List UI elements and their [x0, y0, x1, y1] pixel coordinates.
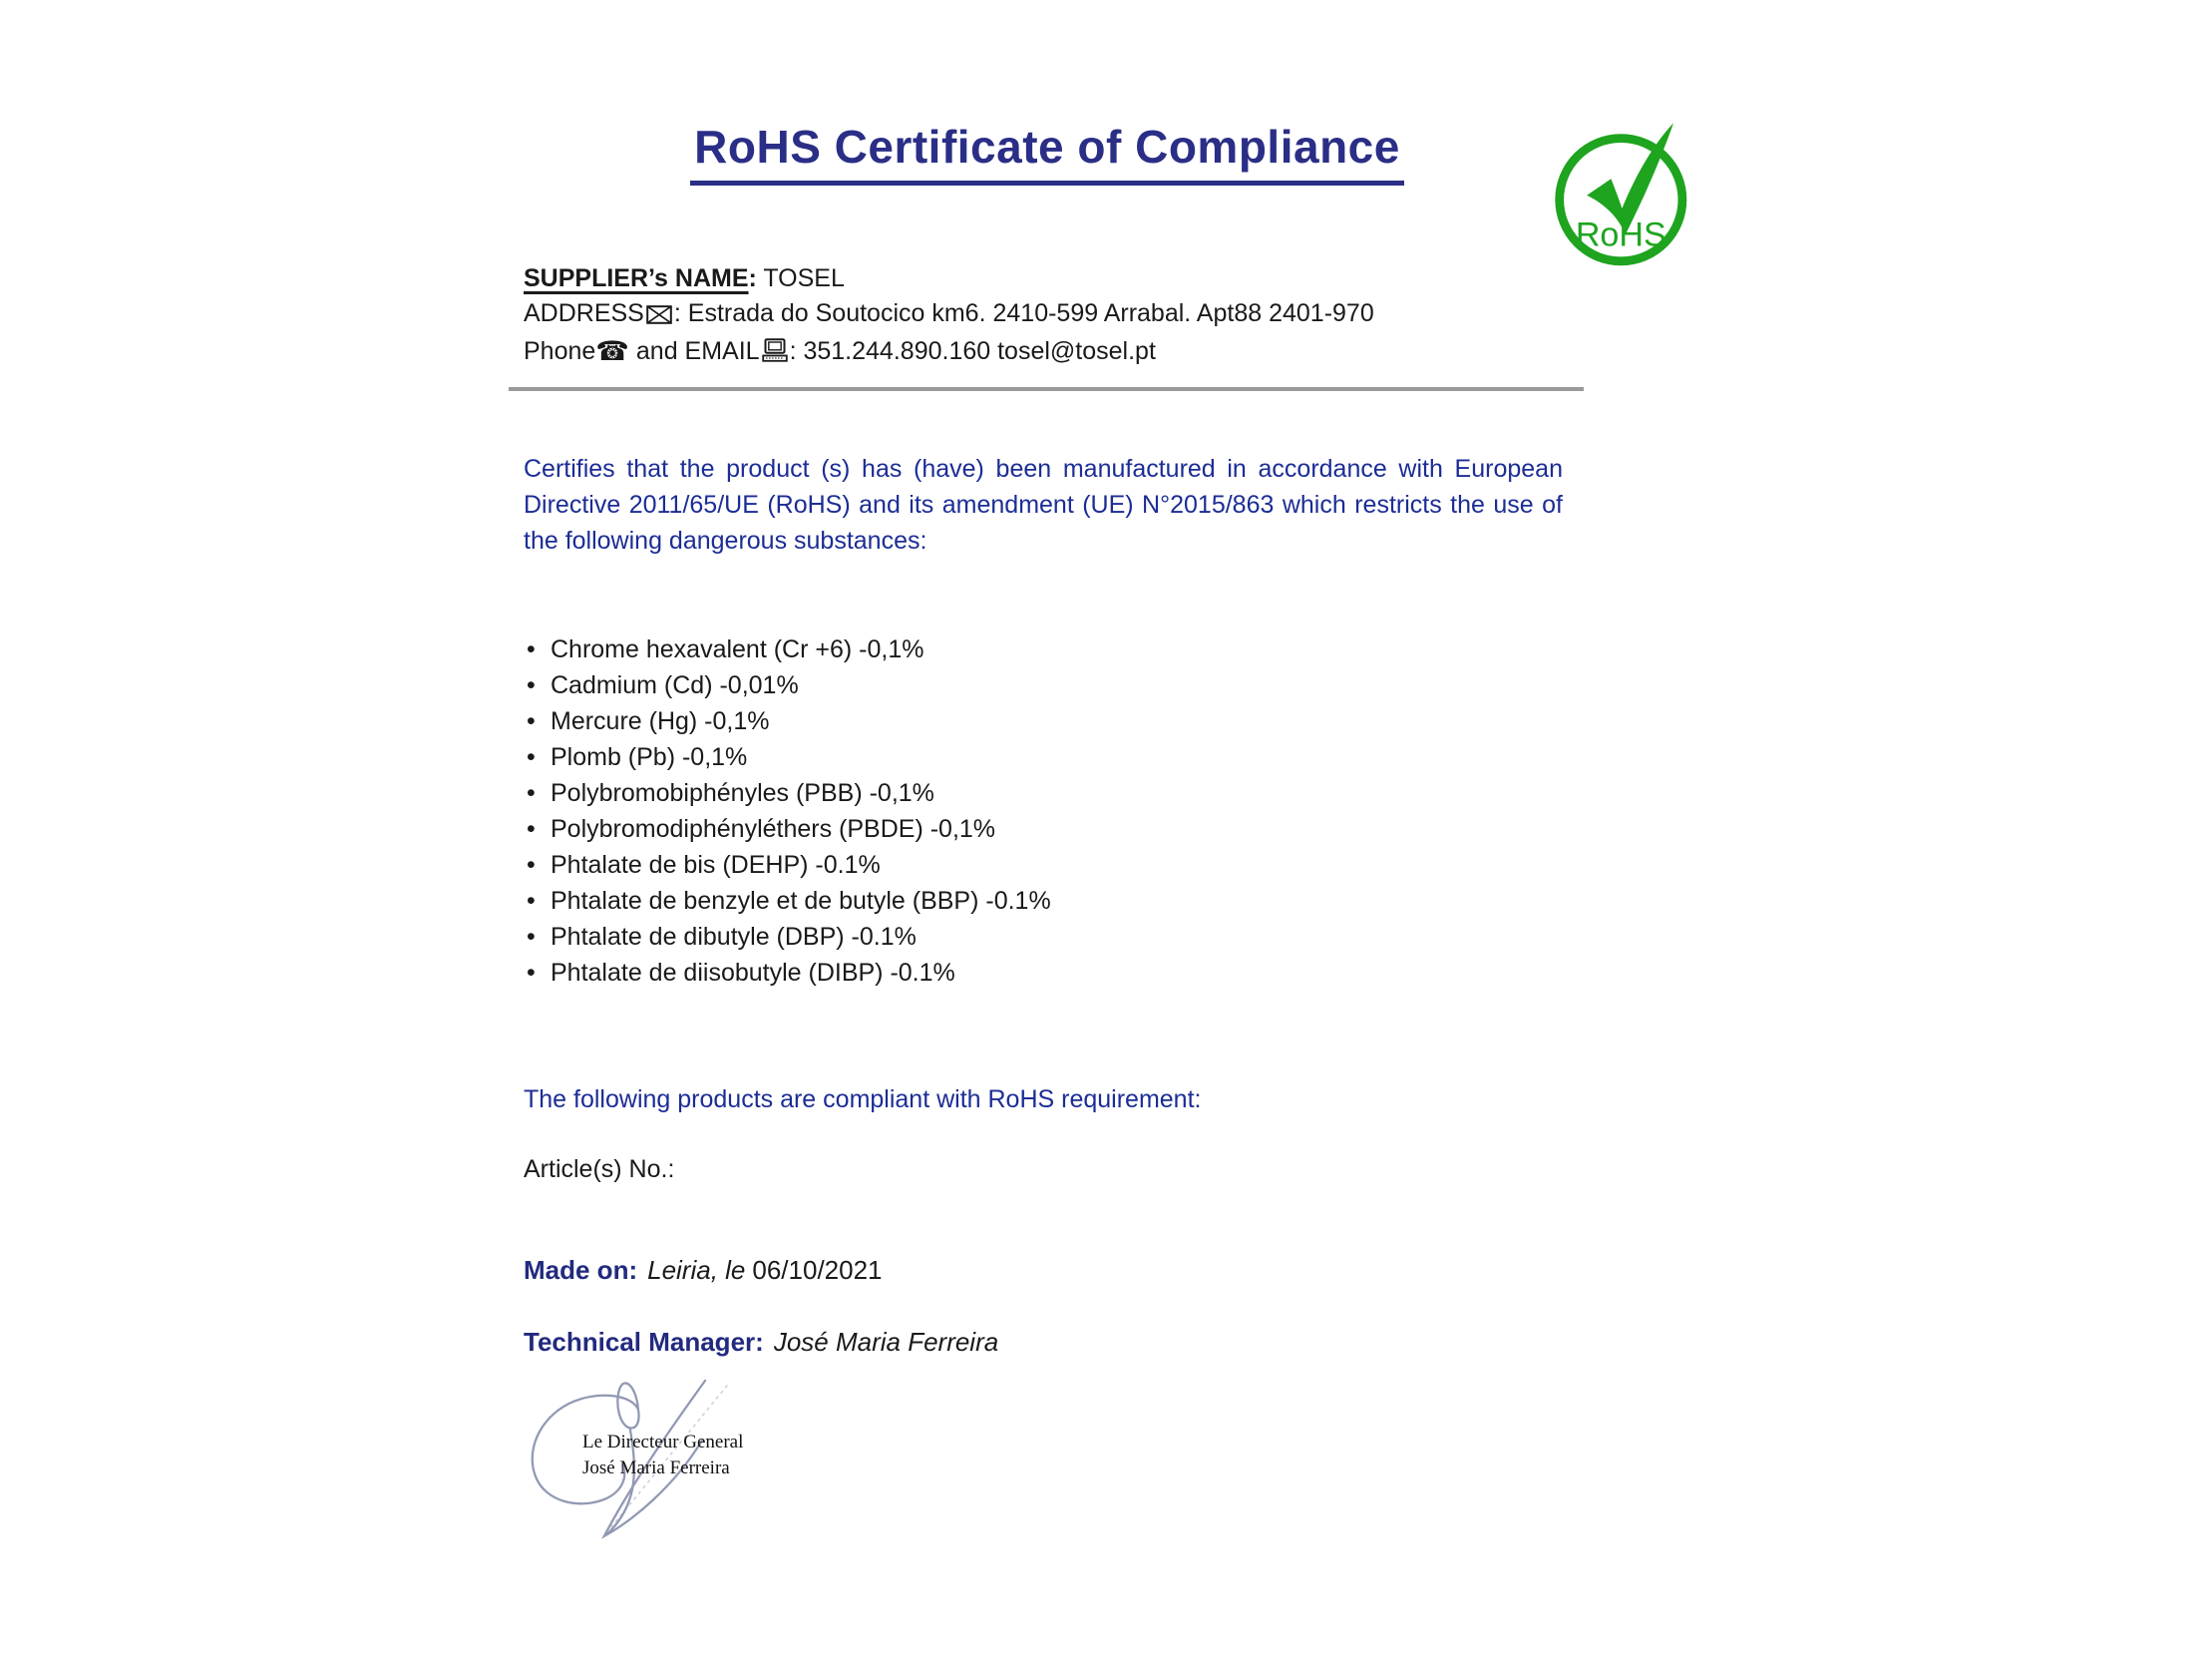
- substance-item: [527, 883, 1424, 919]
- substance-text: Cadmium (Cd) -0,01%: [551, 671, 799, 699]
- bullet-marker: •: [527, 743, 536, 771]
- contact-value: : 351.244.890.160 tosel@tosel.pt: [789, 337, 1156, 365]
- bullet-marker: •: [527, 671, 536, 699]
- substance-text: Chrome hexavalent (Cr +6) -0,1%: [551, 635, 924, 663]
- substance-item: [527, 775, 1424, 811]
- made-on-line: [524, 1255, 883, 1286]
- bullet-marker: •: [527, 887, 536, 915]
- bullet-marker: •: [527, 815, 536, 843]
- computer-icon: [762, 337, 788, 372]
- divider-line: [509, 387, 1584, 391]
- bullet-marker: •: [527, 707, 536, 735]
- page-title: RoHS Certificate of Compliance: [690, 120, 1404, 186]
- technical-manager-name: José Maria Ferreira: [773, 1327, 999, 1357]
- technical-manager-label: Technical Manager:: [524, 1327, 764, 1357]
- rohs-logo: [1546, 110, 1700, 274]
- substance-text: Phtalate de benzyle et de butyle (BBP) -0.1%: [551, 887, 1051, 915]
- technical-manager-line: [524, 1327, 998, 1358]
- substance-item: [527, 811, 1424, 847]
- supplier-name-line: [524, 261, 1601, 296]
- substance-item: [527, 667, 1424, 703]
- made-on-place: Leiria, le: [647, 1255, 746, 1285]
- phone-icon: ☎: [595, 336, 629, 367]
- substance-item: [527, 955, 1424, 991]
- substance-item: [527, 739, 1424, 775]
- substance-text: Mercure (Hg) -0,1%: [551, 707, 770, 735]
- rohs-logo-label: RoHS: [1575, 215, 1666, 254]
- substance-text: Phtalate de dibutyle (DBP) -0.1%: [551, 923, 917, 951]
- supplier-block: [524, 261, 1601, 372]
- envelope-icon: [646, 299, 672, 334]
- bullet-marker: •: [527, 635, 536, 663]
- supplier-contact-line: [524, 334, 1601, 372]
- rohs-checkmark-icon: [1546, 110, 1700, 274]
- substance-item: [527, 847, 1424, 883]
- substance-text: Plomb (Pb) -0,1%: [551, 743, 748, 771]
- bullet-marker: •: [527, 779, 536, 807]
- address-label: ADDRESS: [524, 299, 644, 327]
- compliance-statement: The following products are compliant with RoHS requirement:: [524, 1085, 1202, 1113]
- bullet-marker: •: [527, 851, 536, 879]
- articles-label: Article(s) No.:: [524, 1155, 675, 1183]
- supplier-name-colon: :: [748, 264, 757, 292]
- address-value: : Estrada do Soutocico km6. 2410-599 Arrabal. Apt88 2401-970: [673, 299, 1374, 327]
- substance-text: Polybromodiphényléthers (PBDE) -0,1%: [551, 815, 996, 843]
- supplier-name-label: SUPPLIER’s NAME: [524, 264, 749, 292]
- signature-name: José Maria Ferreira: [582, 1457, 730, 1478]
- signature-text: [582, 1430, 743, 1481]
- bullet-marker: •: [527, 923, 536, 951]
- substance-item: [527, 919, 1424, 955]
- made-on-date: 06/10/2021: [752, 1255, 883, 1285]
- signature-block: [517, 1373, 826, 1582]
- signature-title: Le Directeur General: [582, 1432, 744, 1452]
- made-on-label: Made on:: [524, 1255, 638, 1285]
- substance-text: Phtalate de bis (DEHP) -0.1%: [551, 851, 881, 879]
- supplier-name-value: TOSEL: [756, 264, 845, 292]
- title-block: [509, 120, 1586, 186]
- bullet-marker: •: [527, 959, 536, 987]
- substance-text: Polybromobiphényles (PBB) -0,1%: [551, 779, 934, 807]
- substance-item: [527, 631, 1424, 667]
- substances-list: [527, 631, 1424, 991]
- certification-statement: Certifies that the product (s) has (have) been manufactured in accordance with European Directive 2011/65/UE (RoHS) and its amendment (UE) N°2015/863 which restricts the use of the following dangerous substances:: [524, 455, 1563, 555]
- phone-label: Phone: [524, 337, 596, 365]
- email-label: and EMAIL: [628, 337, 760, 365]
- supplier-address-line: [524, 296, 1601, 334]
- substance-text: Phtalate de diisobutyle (DIBP) -0.1%: [551, 959, 955, 987]
- substance-item: [527, 703, 1424, 739]
